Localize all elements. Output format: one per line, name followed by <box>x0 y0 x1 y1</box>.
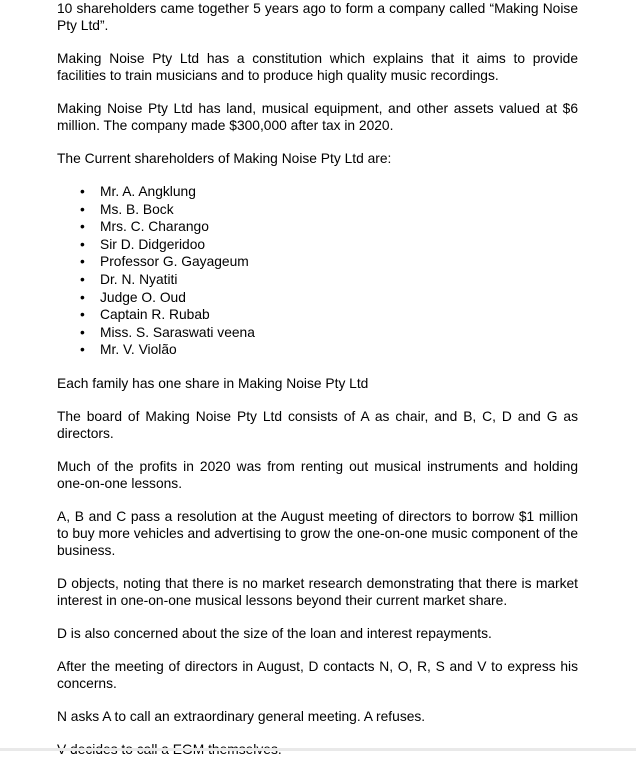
paragraph-profits: Much of the profits in 2020 was from renting out musical instruments and holding one-on-one lessons. <box>57 458 578 491</box>
list-item: • Mr. A. Angklung <box>57 183 578 201</box>
list-item: • Miss. S. Saraswati veena <box>57 324 578 342</box>
list-item: • Mrs. C. Charango <box>57 218 578 236</box>
paragraph-constitution: Making Noise Pty Ltd has a constitution which explains that it aims to provide facilities to train musicians and to produce high quality music recordings. <box>57 51 578 83</box>
paragraph-contacts: After the meeting of directors in August, D contacts N, O, R, S and V to express his concerns. <box>57 658 578 691</box>
shareholder-list <box>57 183 578 359</box>
document-body <box>57 0 578 758</box>
paragraph-share-ownership: Each family has one share in Making Noise Pty Ltd <box>57 375 369 391</box>
paragraph-company-formation: 10 shareholders came together 5 years ago to form a company called “Making Noise Pty Ltd”. <box>57 1 578 33</box>
paragraph-resolution: A, B and C pass a resolution at the August meeting of directors to borrow $1 million to buy more vehicles and advertising to grow the one-on-one music component of the business. <box>57 508 578 558</box>
list-item: • Sir D. Didgeridoo <box>57 236 578 254</box>
paragraph-objection: D objects, noting that there is no market research demonstrating that there is market interest in one-on-one musical lessons beyond their current market share. <box>57 575 578 608</box>
list-item: • Ms. B. Bock <box>57 201 578 219</box>
list-item: • Mr. V. Violão <box>57 341 578 359</box>
list-item: • Dr. N. Nyatiti <box>57 271 578 289</box>
paragraph-shareholders-intro: The Current shareholders of Making Noise Pty Ltd are: <box>57 151 392 166</box>
paragraph-loan-concern: D is also concerned about the size of the loan and interest repayments. <box>57 625 492 641</box>
list-item: • Judge O. Oud <box>57 289 578 307</box>
paragraph-egm-request: N asks A to call an extraordinary general meeting. A refuses. <box>57 708 426 724</box>
list-item: • Captain R. Rubab <box>57 306 578 324</box>
paragraph-assets: Making Noise Pty Ltd has land, musical equipment, and other assets valued at $6 million. The company made $300,000 after tax in 2020. <box>57 101 578 133</box>
paragraph-board: The board of Making Noise Pty Ltd consists of A as chair, and B, C, D and G as directors. <box>57 408 578 441</box>
list-item: • Professor G. Gayageum <box>57 253 578 271</box>
